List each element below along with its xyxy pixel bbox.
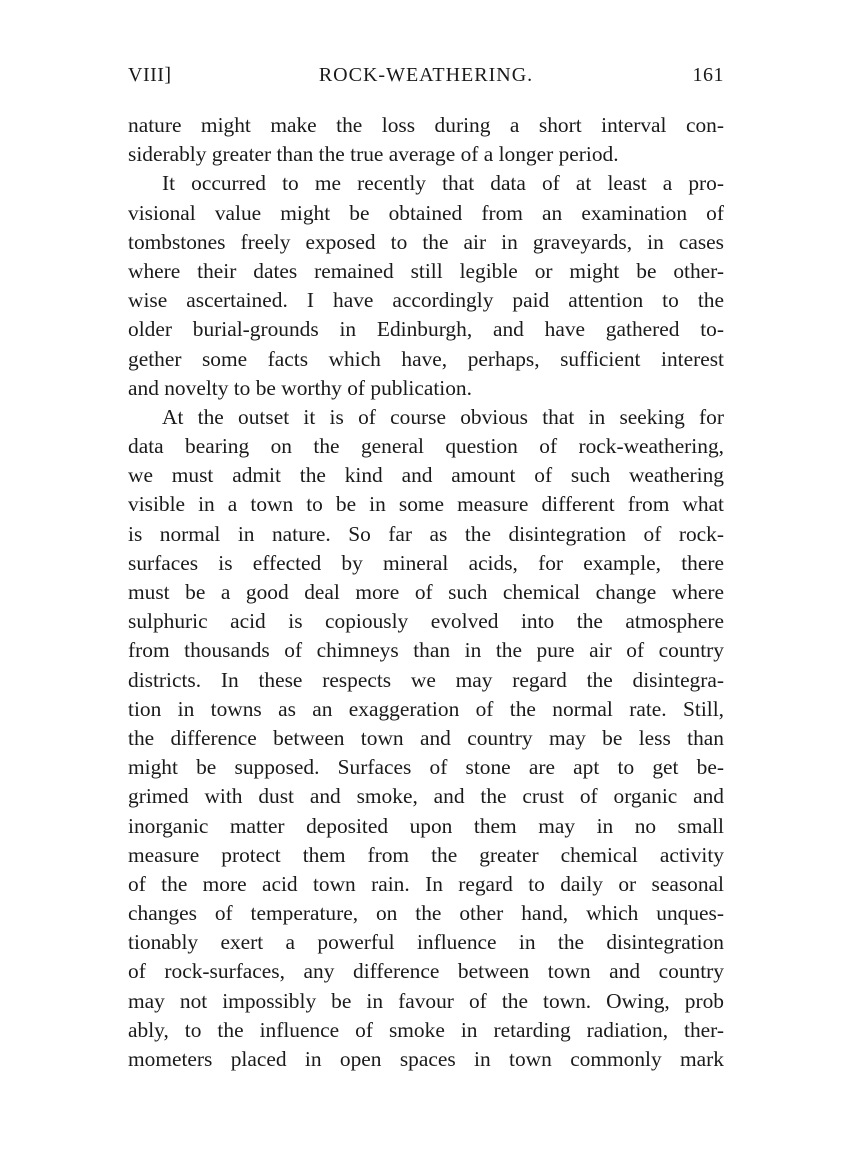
text-line: may not impossibly be in favour of the town. Owing, prob	[128, 988, 724, 1013]
text-line: of rock-surfaces, any difference between town and country	[128, 959, 724, 984]
running-head	[128, 64, 724, 94]
text-line: where their dates remained still legible or might be other-	[128, 258, 724, 283]
page-number: 161	[692, 64, 724, 86]
running-title: ROCK-WEATHERING.	[318, 64, 534, 86]
text-line: older burial-grounds in Edinburgh, and have gathered to-	[128, 317, 724, 342]
text-line: tionably exert a powerful influence in the disintegration	[128, 930, 724, 955]
text-line: is normal in nature. So far as the disintegration of rock-	[128, 521, 724, 546]
paragraph-first-line: At the outset it is of course obvious that in seeking for	[162, 404, 724, 429]
text-line: tombstones freely exposed to the air in graveyards, in cases	[128, 229, 724, 254]
chapter-number: VIII]	[128, 64, 172, 86]
text-line: might be supposed. Surfaces of stone are apt to get be-	[128, 755, 724, 780]
text-line: ably, to the influence of smoke in retarding radiation, ther-	[128, 1017, 724, 1042]
text-line: visible in a town to be in some measure different from what	[128, 492, 724, 517]
text-line: mometers placed in open spaces in town commonly mark	[128, 1047, 724, 1071]
text-line: measure protect them from the greater chemical activity	[128, 842, 724, 867]
body-text	[128, 111, 724, 1074]
text-line: visional value might be obtained from an examination of	[128, 200, 724, 225]
text-line: changes of temperature, on the other hand, which unques-	[128, 901, 724, 926]
text-line: data bearing on the general question of rock-weathering,	[128, 434, 724, 459]
text-line: and novelty to be worthy of publication.	[128, 375, 472, 400]
text-line: must be a good deal more of such chemical change where	[128, 580, 724, 604]
text-line: siderably greater than the true average of a longer period.	[128, 142, 619, 167]
text-line: inorganic matter deposited upon them may in no small	[128, 813, 724, 838]
text-line: the difference between town and country may be less than	[128, 725, 724, 750]
text-line: nature might make the loss during a short interval con-	[128, 113, 724, 137]
text-line: of the more acid town rain. In regard to daily or seasonal	[128, 871, 724, 896]
text-line: we must admit the kind and amount of such weathering	[128, 463, 724, 488]
text-line: tion in towns as an exaggeration of the normal rate. Still,	[128, 696, 724, 721]
text-line: sulphuric acid is copiously evolved into the atmosphere	[128, 609, 724, 634]
text-line: surfaces is effected by mineral acids, for example, there	[128, 550, 724, 575]
paragraph-first-line: It occurred to me recently that data of at least a pro-	[162, 171, 724, 196]
text-line: gether some facts which have, perhaps, sufficient interest	[128, 346, 724, 371]
text-line: wise ascertained. I have accordingly paid attention to the	[128, 288, 724, 313]
text-line: districts. In these respects we may regard the disintegra-	[128, 667, 724, 692]
text-line: grimed with dust and smoke, and the crust of organic and	[128, 784, 724, 809]
text-line: from thousands of chimneys than in the pure air of country	[128, 638, 724, 663]
